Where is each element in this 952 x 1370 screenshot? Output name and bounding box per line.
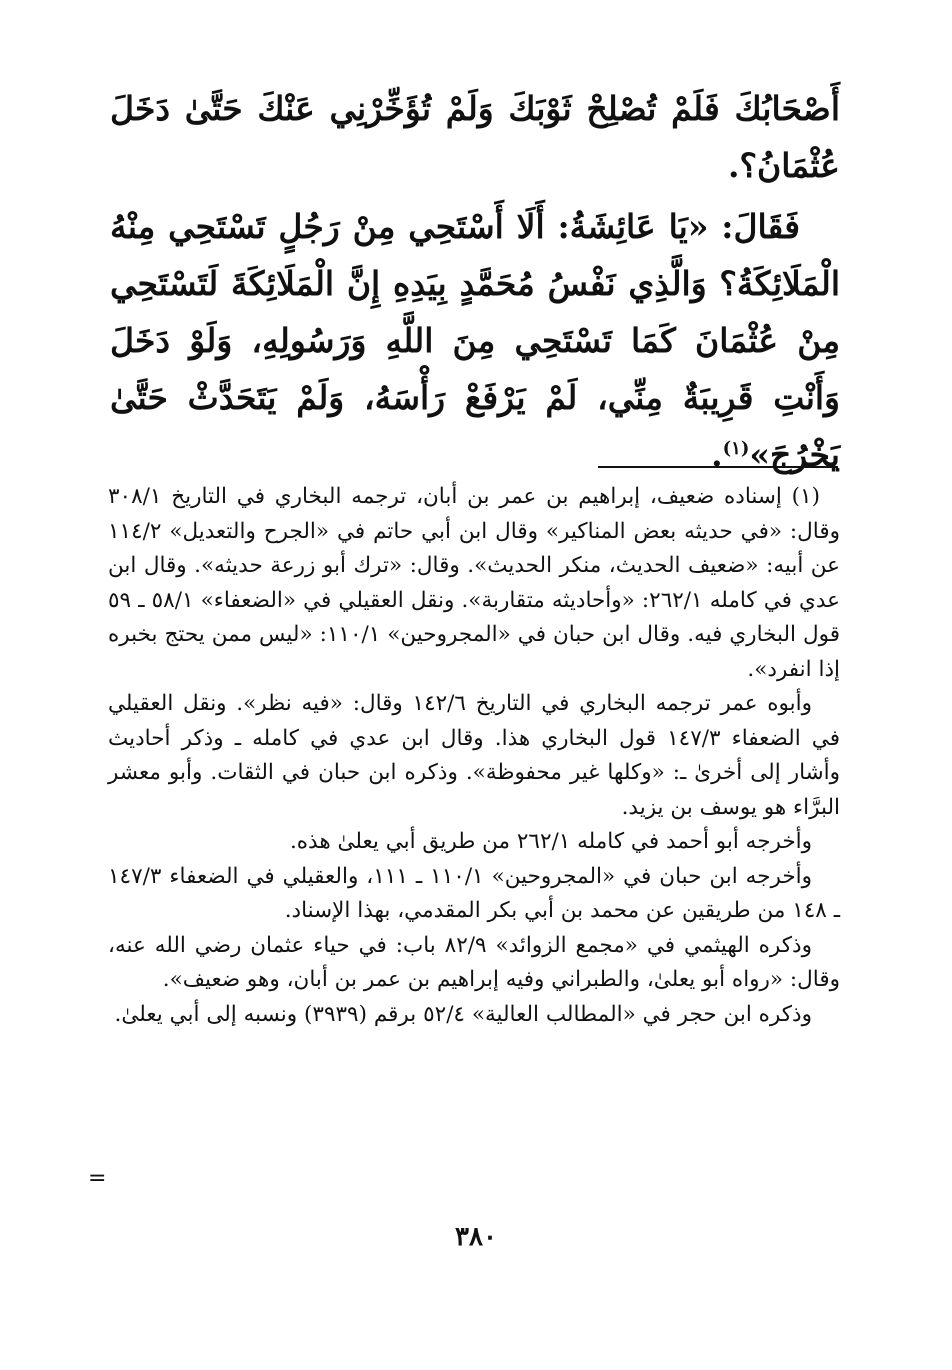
main-paragraph-1: أَصْحَابُكَ فَلَمْ تُصْلِحْ ثَوْبَكَ وَلَمْ تُؤَخِّرْنِي عَنْكَ حَتَّىٰ دَخَلَ عُثْمَانُ؟. <box>110 89 840 185</box>
continuation-mark: = <box>88 1166 107 1191</box>
footnote-paragraph: وذكره ابن حجر في «المطالب العالية» ٥٢/٤ برقم (٣٩٣٩) ونسبه إلى أبي يعلىٰ. <box>114 1001 812 1027</box>
footnotes <box>108 480 840 1032</box>
main-paragraph-2 <box>110 198 840 483</box>
footnote-paragraph: وذكره الهيثمي في «مجمع الزوائد» ٨٢/٩ باب: في حياء عثمان رضي الله عنه، وقال: «رواه أبو يعلىٰ، والطبراني وفيه إبراهيم بن عمر بن أبان، وهو ضعيف». <box>108 932 840 992</box>
footnote-paragraph: وأبوه عمر ترجمه البخاري في التاريخ ١٤٢/٦ وقال: «فيه نظر». ونقل العقيلي في الضعفاء ١٤٧/٣ قول البخاري هذا. وقال ابن عدي في كامله ـ وذكر أحاديث وأشار إلى أخرىٰ ـ: «وكلها غير محفوظة». وذكره ابن حبان في الثقات. وأبو معشر البرَّاء هو يوسف بن يزيد. <box>108 691 840 820</box>
main-paragraph-2-end: . <box>711 435 723 474</box>
footnote-divider <box>598 466 838 468</box>
page-number: ٣٨٠ <box>455 1222 497 1252</box>
main-text <box>110 80 840 483</box>
footnote-paragraph: وأخرجه أبو أحمد في كامله ٢٦٢/١ من طريق أبي يعلىٰ هذه. <box>289 829 812 854</box>
main-paragraph-2-text: فَقَالَ: «يَا عَائِشَةُ: أَلَا أَسْتَحِي مِنْ رَجُلٍ تَسْتَحِي مِنْهُ الْمَلَائِكَةُ؟ وَالَّذِي نَفْسُ مُحَمَّدٍ بِيَدِهِ إِنَّ الْمَلَائِكَةَ لَتَسْتَحِي مِنْ عُثْمَانَ كَمَا تَسْتَحِي مِنَ اللَّهِ وَرَسُولِهِ، وَلَوْ دَخَلَ وَأَنْتِ قَرِيبَةٌ مِنِّي، لَمْ يَرْفَعْ رَأْسَهُ، وَلَمْ يَتَحَدَّثْ حَتَّىٰ يَخْرُجَ» <box>110 207 840 474</box>
footnote-paragraph: (١) إسناده ضعيف، إبراهيم بن عمر بن أبان، ترجمه البخاري في التاريخ ٣٠٨/١ وقال: «في حديثه بعض المناكير» وقال ابن أبي حاتم في «الجرح والتعديل» ١١٤/٢ عن أبيه: «ضعيف الحديث، منكر الحديث». وقال: «ترك أبو زرعة حديثه». وقال ابن عدي في كامله ٢٦٢/١: «وأحاديثه متقاربة». ونقل العقيلي في «الضعفاء» ٥٨/١ ـ ٥٩ قول البخاري فيه. وقال ابن حبان في «المجروحين» ١١٠/١: «ليس ممن يحتج بخبره إذا انفرد». <box>108 484 841 682</box>
footnote-marker: (١) <box>722 438 750 459</box>
footnote-paragraph: وأخرجه ابن حبان في «المجروحين» ١١٠/١ ـ ١١١، والعقيلي في الضعفاء ١٤٧/٣ ـ ١٤٨ من طريقين عن محمد بن أبي بكر المقدمي، بهذا الإسناد. <box>108 863 840 923</box>
